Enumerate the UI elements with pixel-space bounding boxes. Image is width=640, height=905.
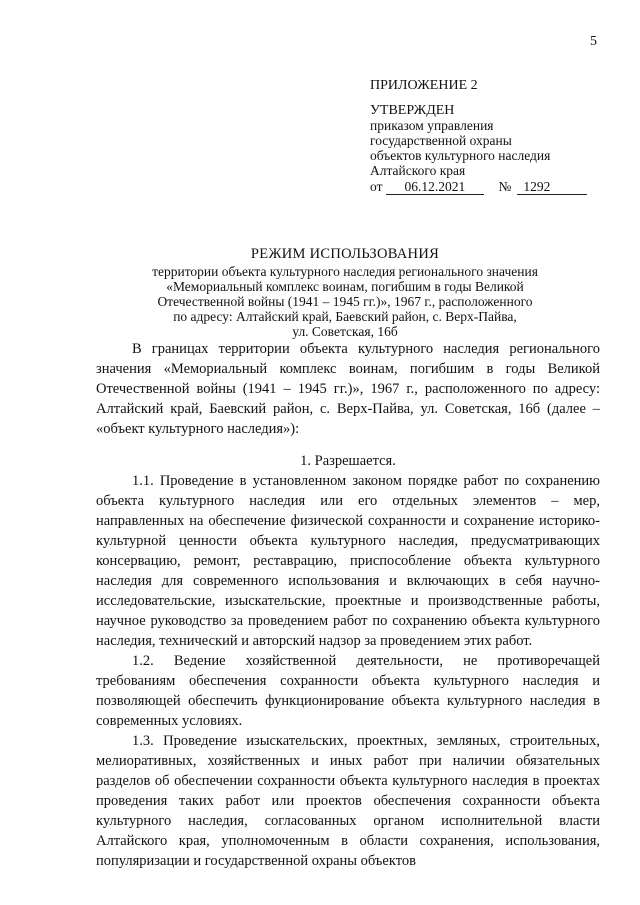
approval-line: государственной охраны <box>370 133 512 148</box>
title-heading: РЕЖИМ ИСПОЛЬЗОВАНИЯ <box>250 246 440 262</box>
section-title: 1. Разрешается. <box>300 453 396 469</box>
intro-paragraph: В границах территории объекта культурного наследия регионального значения «Мемориальный комплекс воинам, погибшим в годы Великой Отечественной войны (1941 – 1945 гг.)», 1967 г., расположенного по адресу: Алтайский край, Баевский район, с. Верх-Пайва, ул. Советская, 16б (далее – «объект культурного наследия»): <box>96 341 600 437</box>
approval-line: Алтайского края <box>370 163 466 178</box>
order-date-number <box>370 179 587 195</box>
approval-block <box>370 78 587 195</box>
title-line: Отечественной войны (1941 – 1945 гг.)», 1967 г., расположенного <box>157 294 533 309</box>
appendix-label: ПРИЛОЖЕНИЕ 2 <box>370 78 478 93</box>
title-line: ул. Советская, 16б <box>292 324 398 339</box>
title-line: «Мемориальный комплекс воинам, погибшим в годы Великой <box>166 279 524 294</box>
document-body <box>96 339 600 871</box>
order-date: 06.12.2021 <box>386 179 484 195</box>
approval-line: приказом управления <box>370 118 494 133</box>
document-title <box>90 247 600 339</box>
date-prefix: от <box>370 179 383 194</box>
number-sign: № <box>498 179 512 194</box>
title-line: территории объекта культурного наследия регионального значения <box>152 264 538 279</box>
title-line: по адресу: Алтайский край, Баевский район, с. Верх-Пайва, <box>173 309 517 324</box>
order-number: 1292 <box>517 179 587 195</box>
page-number: 5 <box>590 34 597 49</box>
clause-paragraph: 1.1. Проведение в установленном законом порядке работ по сохранению объекта культурного наследия или его отдельных элементов – мер, направленных на обеспечение физической сохранности и сохранение историко-культурной ценности объекта культурного наследия, предусматривающих консервацию, ремонт, реставрацию, приспособление объекта культурного наследия для современного использования и включающих в себя научно-исследовательские, изыскательские, проектные и производственные работы, научное руководство за проведением работ по сохранению объекта культурного наследия, технический и авторский надзор за проведением этих работ. <box>96 473 600 649</box>
clause-paragraph: 1.3. Проведение изыскательских, проектных, земляных, строительных, мелиоративных, хозяйственных и иных работ при наличии обязательных разделов об обеспечении сохранности объекта культурного наследия в проектах проведения таких работ или проектов обеспечения сохранности объекта культурного наследия, согласованных органом исполнительной власти Алтайского края, уполномоченным в области сохранения, использования, популяризации и государственной охраны объектов <box>96 733 600 869</box>
approval-line: объектов культурного наследия <box>370 148 551 163</box>
approved-label: УТВЕРЖДЕН <box>370 103 455 118</box>
clause-paragraph: 1.2. Ведение хозяйственной деятельности, не противоречащей требованиям обеспечения сохранности объекта культурного наследия и позволяющей обеспечить функционирование объекта культурного наследия в современных условиях. <box>96 653 600 729</box>
